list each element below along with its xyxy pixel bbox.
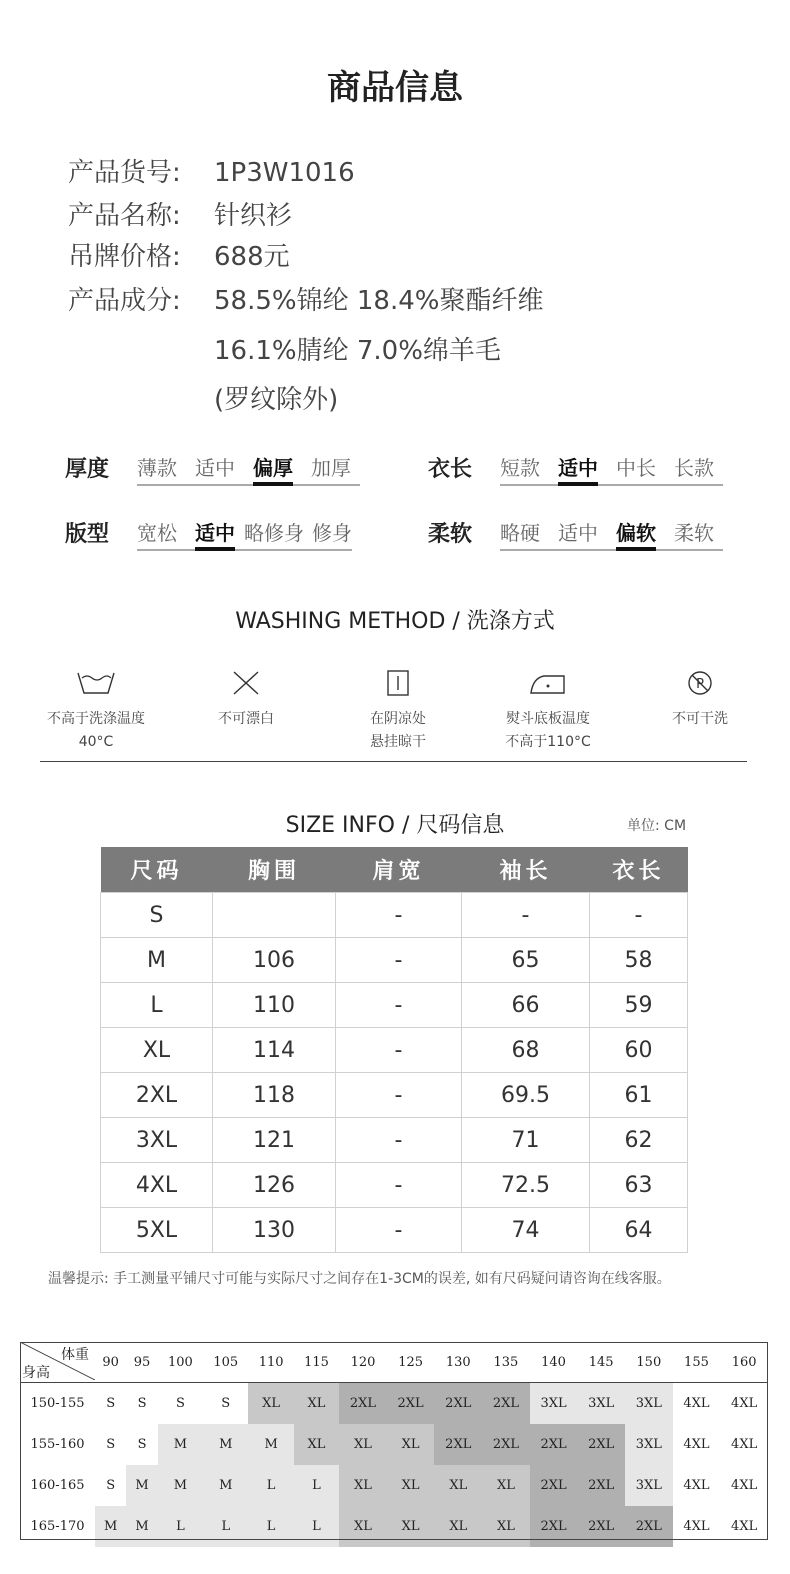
table-cell: 72.5 <box>462 1163 590 1208</box>
table-cell: 69.5 <box>462 1073 590 1118</box>
reference-size-cell: L <box>294 1465 339 1506</box>
reference-size-cell: 2XL <box>577 1506 625 1547</box>
header-cell: 衣长 <box>590 847 688 893</box>
wash-text-1: 不高于洗涤温度 <box>47 711 145 727</box>
info-value: 688元 <box>214 242 290 272</box>
reference-border <box>20 1342 768 1540</box>
table-cell: 3XL <box>101 1118 213 1163</box>
wash-item <box>473 668 623 754</box>
reference-size-cell: 2XL <box>482 1424 530 1465</box>
reference-size-cell: 2XL <box>339 1383 387 1425</box>
weight-header-cell: 105 <box>203 1342 248 1383</box>
reference-size-cell: S <box>95 1424 126 1465</box>
reference-size-cell: M <box>95 1506 126 1547</box>
option: 长款 <box>674 456 714 480</box>
option-selected: 偏软 <box>607 517 665 546</box>
washing-title: WASHING METHOD / 洗涤方式 <box>235 609 555 634</box>
wash-text-2: 不高于110°C <box>505 734 591 750</box>
table-cell: 126 <box>213 1163 336 1208</box>
info-label: 吊牌价格: <box>68 242 181 272</box>
table-cell: - <box>590 893 688 938</box>
reference-size-cell: L <box>203 1506 248 1547</box>
option: 柔软 <box>674 521 714 545</box>
table-cell: 65 <box>462 938 590 983</box>
table-cell: - <box>462 893 590 938</box>
table-cell <box>213 893 336 938</box>
table-cell: M <box>101 938 213 983</box>
reference-size-cell: S <box>126 1383 157 1425</box>
reference-size-cell: 2XL <box>577 1465 625 1506</box>
attr-label-fit: 版型 <box>65 522 110 547</box>
reference-size-cell: M <box>248 1424 293 1465</box>
height-cell: 160-165 <box>30 1478 85 1493</box>
weight-header-cell: 160 <box>720 1342 768 1383</box>
table-cell: 118 <box>213 1073 336 1118</box>
wash-text-1: 在阴凉处 <box>370 711 426 727</box>
reference-size-cell: S <box>95 1383 126 1425</box>
reference-size-cell: L <box>294 1506 339 1547</box>
table-cell: - <box>336 1163 462 1208</box>
reference-size-cell: 3XL <box>530 1383 578 1425</box>
reference-size-cell: XL <box>387 1424 435 1465</box>
reference-size-cell: M <box>158 1465 203 1506</box>
weight-header-cell: 150 <box>625 1342 673 1383</box>
table-cell: 5XL <box>101 1208 213 1253</box>
option: 适中 <box>195 456 235 480</box>
table-cell: 61 <box>590 1073 688 1118</box>
wash-item <box>625 668 775 731</box>
reference-size-cell: XL <box>387 1506 435 1547</box>
height-cell: 165-170 <box>30 1519 85 1534</box>
reference-size-cell: XL <box>339 1424 387 1465</box>
reference-size-cell: XL <box>387 1465 435 1506</box>
reference-size-cell: 4XL <box>673 1506 721 1547</box>
reference-size-cell: 4XL <box>673 1383 721 1425</box>
weight-header-cell: 140 <box>530 1342 578 1383</box>
header-cell: 尺码 <box>101 847 213 893</box>
size-table-header <box>101 847 688 893</box>
header-cell: 袖长 <box>462 847 590 893</box>
wash-text-1: 不可漂白 <box>218 711 274 727</box>
weight-header-cell: 90 <box>95 1342 126 1383</box>
table-cell: 59 <box>590 983 688 1028</box>
table-cell: 114 <box>213 1028 336 1073</box>
table-cell: S <box>101 893 213 938</box>
table-cell: - <box>336 1118 462 1163</box>
reference-size-cell: XL <box>482 1465 530 1506</box>
option: 修身 <box>312 521 352 545</box>
composition-line-2: 16.1%腈纶 7.0%绵羊毛 <box>214 336 501 366</box>
option: 适中 <box>558 521 598 545</box>
option: 中长 <box>616 456 656 480</box>
table-cell: - <box>336 1073 462 1118</box>
table-row <box>101 1163 688 1208</box>
divider <box>40 761 747 762</box>
table-cell: L <box>101 983 213 1028</box>
table-row <box>101 983 688 1028</box>
reference-size-cell: 3XL <box>625 1465 673 1506</box>
info-label: 产品货号: <box>68 158 181 188</box>
attr-label-length: 衣长 <box>428 457 473 482</box>
table-cell: 121 <box>213 1118 336 1163</box>
thickness-options <box>137 452 360 486</box>
svg-text:P: P <box>696 677 704 692</box>
weight-header-cell: 100 <box>158 1342 203 1383</box>
attr-label-thickness: 厚度 <box>65 457 110 482</box>
option-selected: 适中 <box>549 452 607 481</box>
size-info-title: SIZE INFO / 尺码信息 <box>285 813 505 838</box>
table-cell: 62 <box>590 1118 688 1163</box>
option: 薄款 <box>137 456 177 480</box>
table-cell: 130 <box>213 1208 336 1253</box>
reference-size-cell: S <box>95 1465 126 1506</box>
table-row <box>101 1118 688 1163</box>
table-cell: 74 <box>462 1208 590 1253</box>
reference-size-cell: S <box>203 1383 248 1425</box>
weight-header-cell: 120 <box>339 1342 387 1383</box>
table-row <box>101 1208 688 1253</box>
size-table <box>100 847 688 1253</box>
unit-label: 单位: CM <box>627 818 687 834</box>
weight-header-cell: 115 <box>294 1342 339 1383</box>
option: 略修身 <box>244 521 304 545</box>
table-cell: - <box>336 1208 462 1253</box>
wash-text-2: 悬挂晾干 <box>370 734 426 750</box>
reference-size-cell: XL <box>434 1465 482 1506</box>
info-row-sku <box>68 152 355 189</box>
page-title: 商品信息 <box>327 68 463 108</box>
table-cell: - <box>336 1028 462 1073</box>
info-value: 1P3W1016 <box>214 158 355 188</box>
table-cell: XL <box>101 1028 213 1073</box>
weight-header-cell: 155 <box>673 1342 721 1383</box>
header-cell: 胸围 <box>213 847 336 893</box>
info-row-price <box>68 236 290 273</box>
reference-size-cell: M <box>203 1465 248 1506</box>
reference-size-cell: M <box>126 1465 157 1506</box>
length-options <box>500 452 723 486</box>
wash-text-1: 熨斗底板温度 <box>506 711 590 727</box>
weight-header-cell: 130 <box>434 1342 482 1383</box>
table-cell: 58 <box>590 938 688 983</box>
reference-size-cell: XL <box>339 1465 387 1506</box>
table-cell: 68 <box>462 1028 590 1073</box>
reference-size-cell: 2XL <box>530 1465 578 1506</box>
reference-size-cell: XL <box>482 1506 530 1547</box>
reference-size-cell: L <box>248 1506 293 1547</box>
table-cell: 4XL <box>101 1163 213 1208</box>
wash-text-1: 不可干洗 <box>672 711 728 727</box>
table-cell: 64 <box>590 1208 688 1253</box>
composition-line-3: (罗纹除外) <box>214 385 339 415</box>
reference-size-cell: 2XL <box>530 1424 578 1465</box>
reference-size-cell: L <box>248 1465 293 1506</box>
option-selected: 偏厚 <box>244 452 302 481</box>
table-cell: 106 <box>213 938 336 983</box>
table-cell: - <box>336 893 462 938</box>
drip-dry-icon <box>323 668 473 698</box>
reference-size-cell: 3XL <box>625 1383 673 1425</box>
reference-size-cell: 4XL <box>720 1506 768 1547</box>
reference-size-cell: XL <box>248 1383 293 1425</box>
table-cell: 66 <box>462 983 590 1028</box>
option-selected: 适中 <box>186 517 244 546</box>
table-cell: - <box>336 983 462 1028</box>
wash-text-2: 40°C <box>78 734 114 750</box>
reference-size-cell: 4XL <box>673 1424 721 1465</box>
reference-size-cell: S <box>126 1424 157 1465</box>
reference-size-cell: 2XL <box>482 1383 530 1425</box>
softness-options <box>500 517 723 551</box>
iron-icon <box>473 668 623 698</box>
info-label: 产品成分: <box>68 286 181 316</box>
no-bleach-icon <box>171 668 321 698</box>
height-cell: 155-160 <box>30 1437 85 1452</box>
reference-size-cell: 2XL <box>577 1424 625 1465</box>
table-cell: 71 <box>462 1118 590 1163</box>
weight-header-cell: 145 <box>577 1342 625 1383</box>
reference-size-cell: XL <box>294 1424 339 1465</box>
option: 加厚 <box>311 456 351 480</box>
table-cell: 110 <box>213 983 336 1028</box>
reference-size-cell: 3XL <box>625 1424 673 1465</box>
reference-size-cell: 2XL <box>625 1506 673 1547</box>
attr-label-softness: 柔软 <box>428 522 473 547</box>
info-value: 58.5%锦纶 18.4%聚酯纤维 <box>214 286 544 316</box>
reference-size-cell: 4XL <box>720 1383 768 1425</box>
corner-weight-label: 体重 <box>61 1347 89 1363</box>
wash-item <box>171 668 321 731</box>
weight-header-cell: 110 <box>248 1342 293 1383</box>
fit-options <box>137 517 352 551</box>
reference-size-cell: M <box>203 1424 248 1465</box>
corner-height-label: 身高 <box>22 1365 50 1381</box>
table-row <box>101 938 688 983</box>
reference-size-cell: L <box>158 1506 203 1547</box>
reference-size-cell: M <box>158 1424 203 1465</box>
info-label: 产品名称: <box>68 201 181 231</box>
reference-size-cell: XL <box>339 1506 387 1547</box>
wash-tub-icon <box>21 668 171 698</box>
weight-header-cell: 135 <box>482 1342 530 1383</box>
table-row <box>101 893 688 938</box>
table-cell: 2XL <box>101 1073 213 1118</box>
option: 短款 <box>500 456 540 480</box>
option: 宽松 <box>137 521 177 545</box>
reference-size-cell: 2XL <box>530 1506 578 1547</box>
table-row <box>101 1073 688 1118</box>
info-row-name <box>68 195 292 232</box>
reference-size-cell: 3XL <box>577 1383 625 1425</box>
reference-size-cell: S <box>158 1383 203 1425</box>
reference-size-cell: XL <box>294 1383 339 1425</box>
reference-size-cell: 4XL <box>673 1465 721 1506</box>
tip-text: 温馨提示: 手工测量平铺尺寸可能与实际尺寸之间存在1-3CM的误差, 如有尺码疑问请咨询在线客服。 <box>48 1271 671 1287</box>
table-row <box>101 1028 688 1073</box>
reference-size-cell: 2XL <box>387 1383 435 1425</box>
wash-item <box>21 668 171 754</box>
no-dry-clean-icon <box>625 668 775 698</box>
option: 略硬 <box>500 521 540 545</box>
table-cell: 60 <box>590 1028 688 1073</box>
reference-size-cell: 2XL <box>434 1424 482 1465</box>
reference-size-cell: XL <box>434 1506 482 1547</box>
wash-item <box>323 668 473 754</box>
reference-size-cell: 2XL <box>434 1383 482 1425</box>
table-cell: 63 <box>590 1163 688 1208</box>
reference-size-cell: M <box>126 1506 157 1547</box>
info-row-composition <box>68 280 543 317</box>
header-cell: 肩宽 <box>336 847 462 893</box>
table-cell: - <box>336 938 462 983</box>
weight-header-cell: 95 <box>126 1342 157 1383</box>
reference-size-cell: 4XL <box>720 1465 768 1506</box>
reference-size-cell: 4XL <box>720 1424 768 1465</box>
weight-header-cell: 125 <box>387 1342 435 1383</box>
height-cell: 150-155 <box>30 1396 85 1411</box>
info-value: 针织衫 <box>214 201 293 231</box>
